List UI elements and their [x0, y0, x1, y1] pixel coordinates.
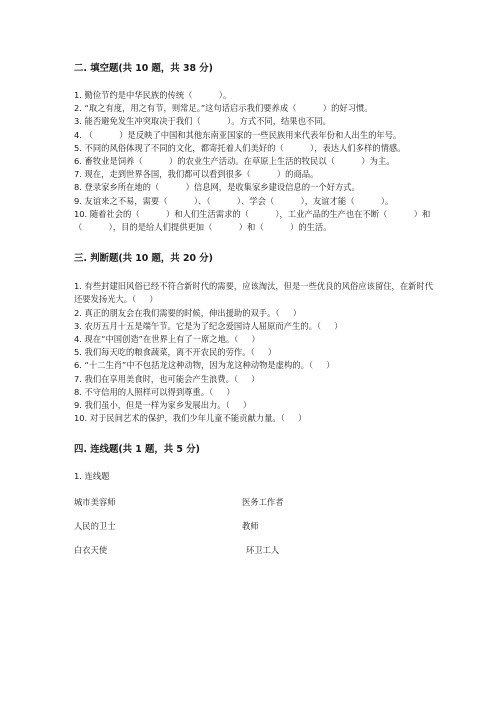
fill-blank-question: 7. 现在，走到世界各国，我们都可以看到很多（ ）的商品。 [74, 169, 319, 180]
fill-blank-question: 1. 勤俭节约是中华民族的传统（ ）。 [74, 90, 232, 100]
true-false-question: 5. 我们每天吃的粮食蔬菜，离不开农民的劳作。（ ） [74, 347, 277, 358]
section-fill-blank-title: 二. 填空题(共 10 题，共 38 分) [74, 63, 213, 74]
matching-right-item[interactable]: 医务工作者 [242, 496, 284, 507]
matching-area [74, 496, 434, 586]
matching-right-item[interactable]: 教师 [242, 520, 259, 531]
true-false-question: 10. 对于民间艺术的保护，我们少年儿童不能贡献力量。（ ） [74, 413, 307, 424]
matching-left-item[interactable]: 人民的卫士 [74, 520, 116, 531]
true-false-question: 3. 农历五月十五是端午节。它是为了纪念爱国诗人屈原而产生的。（ ） [74, 320, 343, 331]
section-true-false-title: 三. 判断题(共 10 题，共 20 分) [74, 253, 213, 265]
fill-blank-question-list [74, 89, 434, 234]
fill-blank-question: 4. （ ）是反映了中国和其他东南亚国家的一些民族用来代表年份和人出生的年号。 [74, 129, 402, 140]
matching-right-item[interactable]: 环卫工人 [246, 544, 280, 555]
matching-left-item[interactable]: 白衣天使 [74, 544, 108, 555]
true-false-question: 7. 我们在享用美食时，也可能会产生浪费。（ ） [74, 373, 260, 384]
worksheet-page [74, 56, 434, 586]
matching-subtitle: 1. 连线题 [74, 471, 110, 482]
fill-blank-question: 9. 友谊来之不易，需要（ ）、（ ）、学会（ ），友谊才能（ ）。 [74, 195, 394, 206]
true-false-question: 6. “十二生肖”中不包括龙这种动物，因为龙这种动物是虚构的。（ ） [74, 360, 335, 371]
true-false-question: 1. 有些封建旧风俗已经不符合新时代的需要，应该淘汰，但是一些优良的风俗应该留住，在新时代还要发扬光大。（ ） [74, 281, 434, 305]
fill-blank-question: 3. 能否避免发生冲突取决于我们（ ）。方式不同，结果也不同。 [74, 116, 331, 127]
true-false-question: 8. 不守信用的人照样可以得到尊重。（ ） [74, 386, 235, 397]
matching-left-item[interactable]: 城市美容师 [74, 496, 116, 507]
true-false-question: 2. 真正的朋友会在我们需要的时候，伸出援助的双手。（ ） [74, 307, 302, 318]
true-false-question-list [74, 280, 434, 425]
fill-blank-question: 8. 登录家乡所在地的（ ）信息网，是收集家乡建设信息的一个好方式。 [74, 182, 360, 193]
section-matching-title: 四. 连线题(共 1 题，共 5 分) [74, 444, 200, 456]
true-false-question: 4. 现在“中国创造”在世界上有了一席之地。（ ） [74, 334, 260, 345]
fill-blank-question: 2. “取之有度，用之有节，则常足。”这句话启示我们要养成（ ）的好习惯。 [74, 103, 373, 114]
fill-blank-question: 5. 不同的风俗体现了不同的文化，都寄托着人们美好的（ ），表达人们多样的情感。 [74, 142, 406, 153]
true-false-question: 9. 我们虽小，但是一样为家乡发展出力。（ ） [74, 400, 252, 411]
fill-blank-question: 6. 畜牧业是饲养（ ）的农业生产活动。在草原上生活的牧民以（ ）为主。 [74, 156, 395, 167]
fill-blank-question: 10. 随着社会的（ ）和人们生活需求的（ ），工业产品的生产也在不断（ ）和（ ），目的是给人们提供更加（ ）和（ ）的生活。 [74, 208, 431, 233]
